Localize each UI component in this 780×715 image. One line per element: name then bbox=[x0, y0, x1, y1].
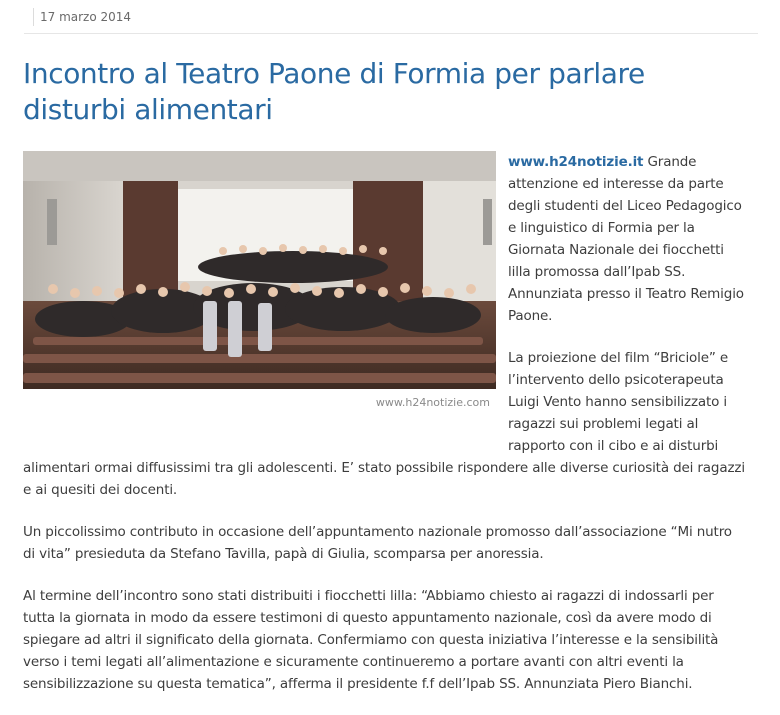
publish-date: 17 marzo 2014 bbox=[33, 8, 131, 26]
paragraph-1-text: Grande attenzione ed interesse da parte degli studenti del Liceo Pedagogico e linguistico di Formia per la Giornata Nazionale dei fiocchetti lilla promossa dall’Ipab SS. Annunziata presso il Teatro Remigio Paone. bbox=[508, 154, 744, 324]
image-caption: www.h24notizie.com bbox=[375, 396, 490, 409]
article-meta-bar bbox=[24, 0, 758, 34]
theater-group-photo bbox=[23, 151, 496, 389]
article-photo bbox=[23, 151, 496, 413]
paragraph-3: Un piccolissimo contributo in occasione dell’appuntamento nazionale promosso dall’associazione “Mi nutro di vita” presieduta da Stefano Tavilla, papà di Giulia, scomparsa per anoressia. bbox=[23, 524, 732, 562]
paragraph-4: Al termine dell’incontro sono stati distribuiti i fiocchetti lilla: “Abbiamo chiesto ai ragazzi di indossarli per tutta la giornata in modo da essere testimoni di questo appuntamento nazionale, così da avere modo di spiegare ad altri il significato della giornata. Confermiamo con questa iniziativa l’interesse e la sensibilità verso i temi legati all’alimentazione e sicuramente continueremo a portare avanti con altri eventi la sensibilizzazione su questa tematica”, afferma il presidente f.f dell’Ipab SS. Annunziata Piero Bianchi. bbox=[23, 588, 719, 692]
source-link[interactable]: www.h24notizie.it bbox=[508, 154, 644, 170]
paragraph-2: La proiezione del film “Briciole” e l’intervento dello psicoterapeuta Luigi Vento hanno sensibilizzato i ragazzi sui problemi legati al rapporto con il cibo e ai disturbi alimentari ormai diffusissimi tra gli adolescenti. E’ stato possibile rispondere alle diverse curiosità dei ragazzi e ai quesiti dei docenti. bbox=[23, 350, 745, 498]
article-title: Incontro al Teatro Paone di Formia per parlare disturbi alimentari bbox=[23, 57, 645, 126]
